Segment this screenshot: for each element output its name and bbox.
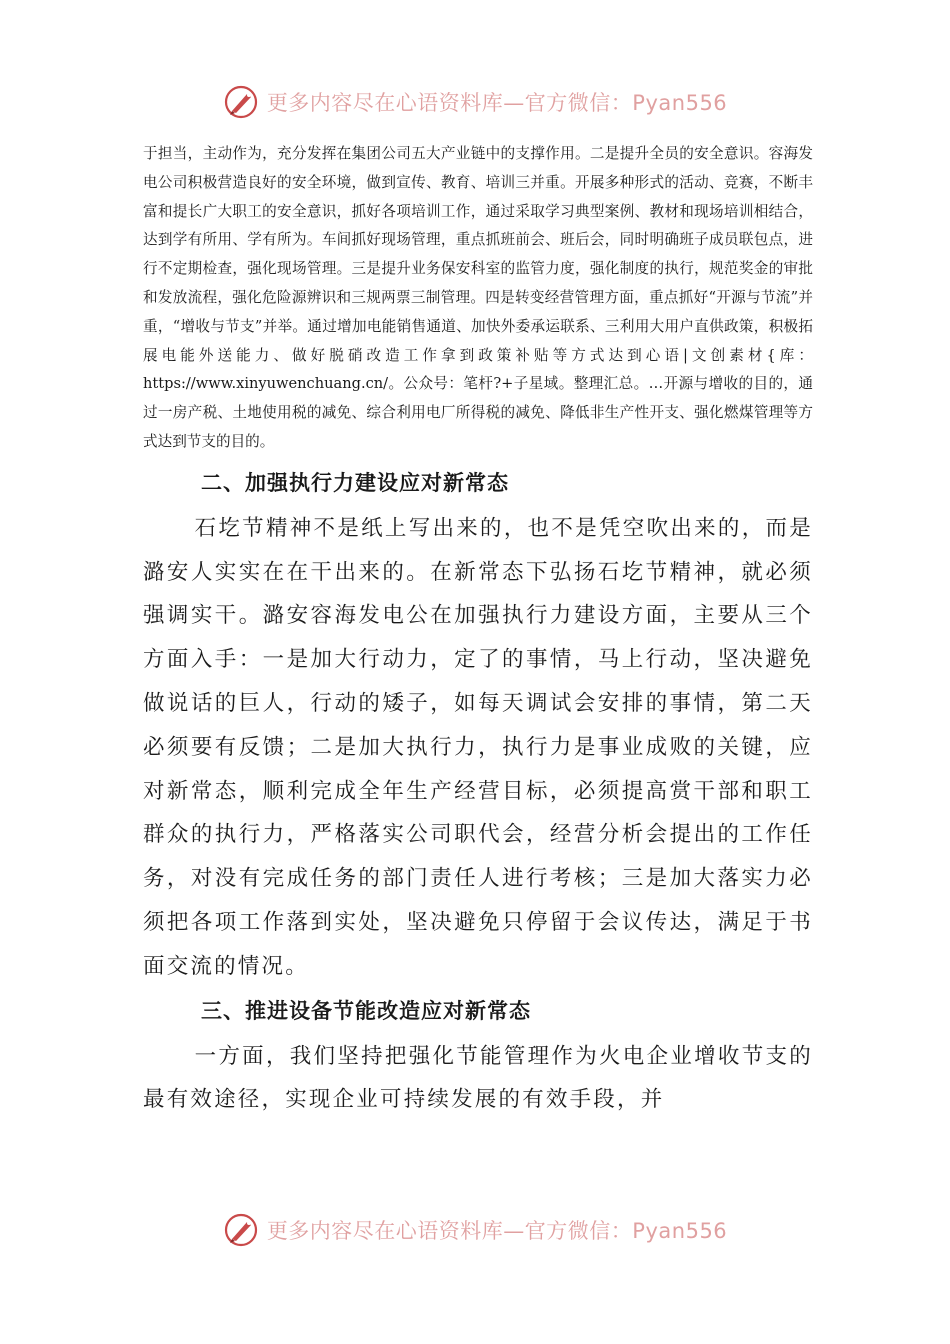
section3-heading: 三、推进设备节能改造应对新常态 bbox=[201, 998, 531, 1023]
pen-logo-icon bbox=[223, 84, 259, 120]
banner-text: 更多内容尽在心语资料库—官方微信：Pyan556 bbox=[266, 91, 728, 115]
banner-text: 更多内容尽在心语资料库—官方微信：Pyan556 bbox=[266, 1219, 728, 1243]
section2-paragraph: 石圪节精神不是纸上写出来的，也不是凭空吹出来的，而是潞安人实实在在干出来的。在新常态下弘扬石圪节精神，就必须强调实干。潞安容海发电公在加强执行力建设方面，主要从三个方面入手：一是加大行动力，定了的事情，马上行动，坚决避免做说话的巨人，行动的矮子，如每天调试会安排的事情，第二天必须要有反馈；二是加大执行力，执行力是事业成败的关键，应对新常态，顺利完成全年生产经营目标，必须提高赏干部和职工群众的执行力，严格落实公司职代会，经营分析会提出的工作任务，对没有完成任务的部门责任人进行考核；三是加大落实力必须把各项工作落到实处，坚决避免只停留于会议传达，满足于书面交流的情况。 bbox=[143, 515, 813, 979]
pen-logo-icon bbox=[223, 1212, 259, 1248]
section2-heading: 二、加强执行力建设应对新常态 bbox=[201, 470, 509, 495]
header-banner bbox=[0, 80, 950, 124]
section1-tail-paragraph: 于担当，主动作为，充分发挥在集团公司五大产业链中的支撑作用。二是提升全员的安全意识。容海发电公司积极营造良好的安全环境，做到宣传、教育、培训三并重。开展多种形式的活动、竞赛，不断丰富和提长广大职工的安全意识，抓好各项培训工作，通过采取学习典型案例、教材和现场培训相结合，达到学有所用、学有所为。车间抓好现场管理，重点抓班前会、班后会，同时明确班子成员联包点，进行不定期检查，强化现场管理。三是提升业务保安科室的监管力度，强化制度的执行，规范奖金的审批和发放流程，强化危险源辨识和三规两票三制管理。四是转变经营管理方面，重点抓好“开源与节流”并重，“增收与节支”并举。通过增加电能销售通道、加快外委承运联系、三利用大用户直供政策，积极拓展电能外送能力、做好脱硝改造工作拿到政策补贴等方式达到心语|文创素材{库：https://www.xinyuwenchuang.cn/。公众号：笔杆?+子星域。整理汇总。…开源与增收的目的，通过一房产税、土地使用税的减免、综合利用电厂所得税的减免、降低非生产性开支、强化燃煤管理等方式达到节支的目的。 bbox=[143, 145, 813, 450]
document-body bbox=[143, 140, 813, 1122]
section3-paragraph: 一方面，我们坚持把强化节能管理作为火电企业增收节支的最有效途径，实现企业可持续发展的有效手段，并 bbox=[143, 1043, 813, 1113]
footer-banner bbox=[0, 1208, 950, 1252]
